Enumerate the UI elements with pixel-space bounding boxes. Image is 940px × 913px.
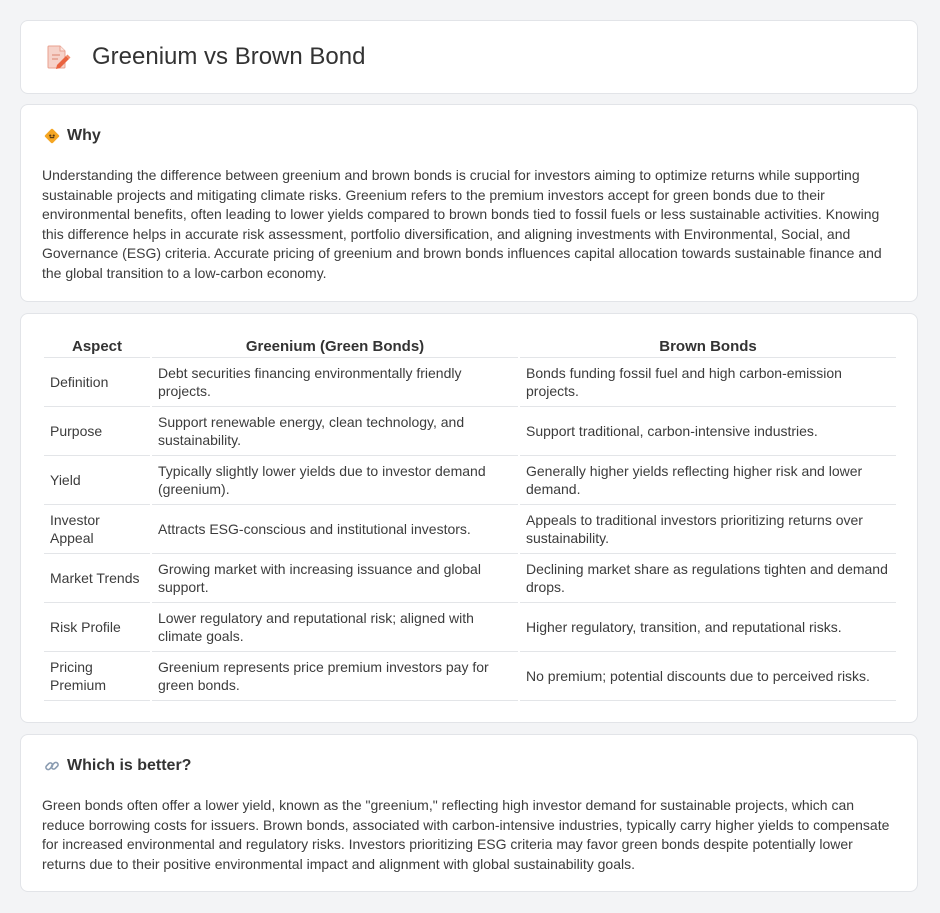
header-brown: Brown Bonds (520, 336, 896, 358)
greenium-cell: Growing market with increasing issuance and global support. (152, 554, 518, 603)
brown-cell: Declining market share as regulations tighten and demand drops. (520, 554, 896, 603)
why-header (43, 127, 101, 145)
why-heading: Why (67, 127, 101, 144)
brown-cell: Appeals to traditional investors prioritizing returns over sustainability. (520, 505, 896, 554)
table-header-row (44, 336, 896, 358)
better-header (43, 757, 191, 775)
aspect-cell: Investor Appeal (44, 505, 150, 554)
page-title: Greenium vs Brown Bond (92, 43, 366, 70)
greenium-cell: Greenium represents price premium investors pay for green bonds. (152, 652, 518, 701)
which-is-better-section (20, 734, 918, 892)
greenium-cell: Lower regulatory and reputational risk; aligned with climate goals. (152, 603, 518, 652)
table-row (44, 554, 896, 603)
better-heading: Which is better? (67, 757, 192, 774)
aspect-cell: Pricing Premium (44, 652, 150, 701)
title-card (20, 20, 918, 94)
greenium-cell: Support renewable energy, clean technology, and sustainability. (152, 407, 518, 456)
comparison-section (20, 313, 918, 723)
header-greenium: Greenium (Green Bonds) (152, 336, 518, 358)
table-row (44, 456, 896, 505)
why-section (20, 104, 918, 302)
greenium-cell: Typically slightly lower yields due to investor demand (greenium). (152, 456, 518, 505)
brown-cell: Higher regulatory, transition, and reputational risks. (520, 603, 896, 652)
better-text: Green bonds often offer a lower yield, known as the "greenium," reflecting high investor demand for sustainable projects, which can reduce borrowing costs for issuers. Brown bonds, associated with carbon-intensive industries, typically carry higher yields to compensate for increased environmental and regulatory risks. Investors prioritizing ESG criteria may favor green bonds despite potentially lower returns due to their positive environmental impact and alignment with global sustainability goals. (42, 797, 890, 872)
table-row (44, 652, 896, 701)
table-row (44, 407, 896, 456)
brown-cell: Support traditional, carbon-intensive industries. (520, 407, 896, 456)
brown-cell: Generally higher yields reflecting higher risk and lower demand. (520, 456, 896, 505)
brown-cell: No premium; potential discounts due to perceived risks. (520, 652, 896, 701)
aspect-cell: Risk Profile (44, 603, 150, 652)
comparison-table (42, 336, 898, 701)
aspect-cell: Market Trends (44, 554, 150, 603)
brown-cell: Bonds funding fossil fuel and high carbon-emission projects. (520, 358, 896, 407)
why-text: Understanding the difference between greenium and brown bonds is crucial for investors aiming to optimize returns while supporting sustainable projects and mitigating climate risks. Greenium refers to the premium investors accept for green bonds due to their environmental benefits, often leading to lower yields compared to brown bonds tied to fossil fuels or less sustainable activities. Knowing this difference helps in accurate risk assessment, portfolio diversification, and aligning investments with Environmental, Social, and Governance (ESG) criteria. Accurate pricing of greenium and brown bonds influences capital allocation towards sustainable finance and the global transition to a low-carbon economy. (42, 167, 882, 281)
greenium-cell: Debt securities financing environmentally friendly projects. (152, 358, 518, 407)
table-row (44, 505, 896, 554)
table-row (44, 358, 896, 407)
aspect-cell: Purpose (44, 407, 150, 456)
aspect-cell: Definition (44, 358, 150, 407)
greenium-cell: Attracts ESG-conscious and institutional investors. (152, 505, 518, 554)
document-pencil-icon (45, 43, 71, 71)
table-row (44, 603, 896, 652)
diamond-sign-icon (43, 127, 61, 145)
title-row (45, 43, 365, 71)
aspect-cell: Yield (44, 456, 150, 505)
link-icon (43, 757, 61, 775)
header-aspect: Aspect (44, 336, 150, 358)
